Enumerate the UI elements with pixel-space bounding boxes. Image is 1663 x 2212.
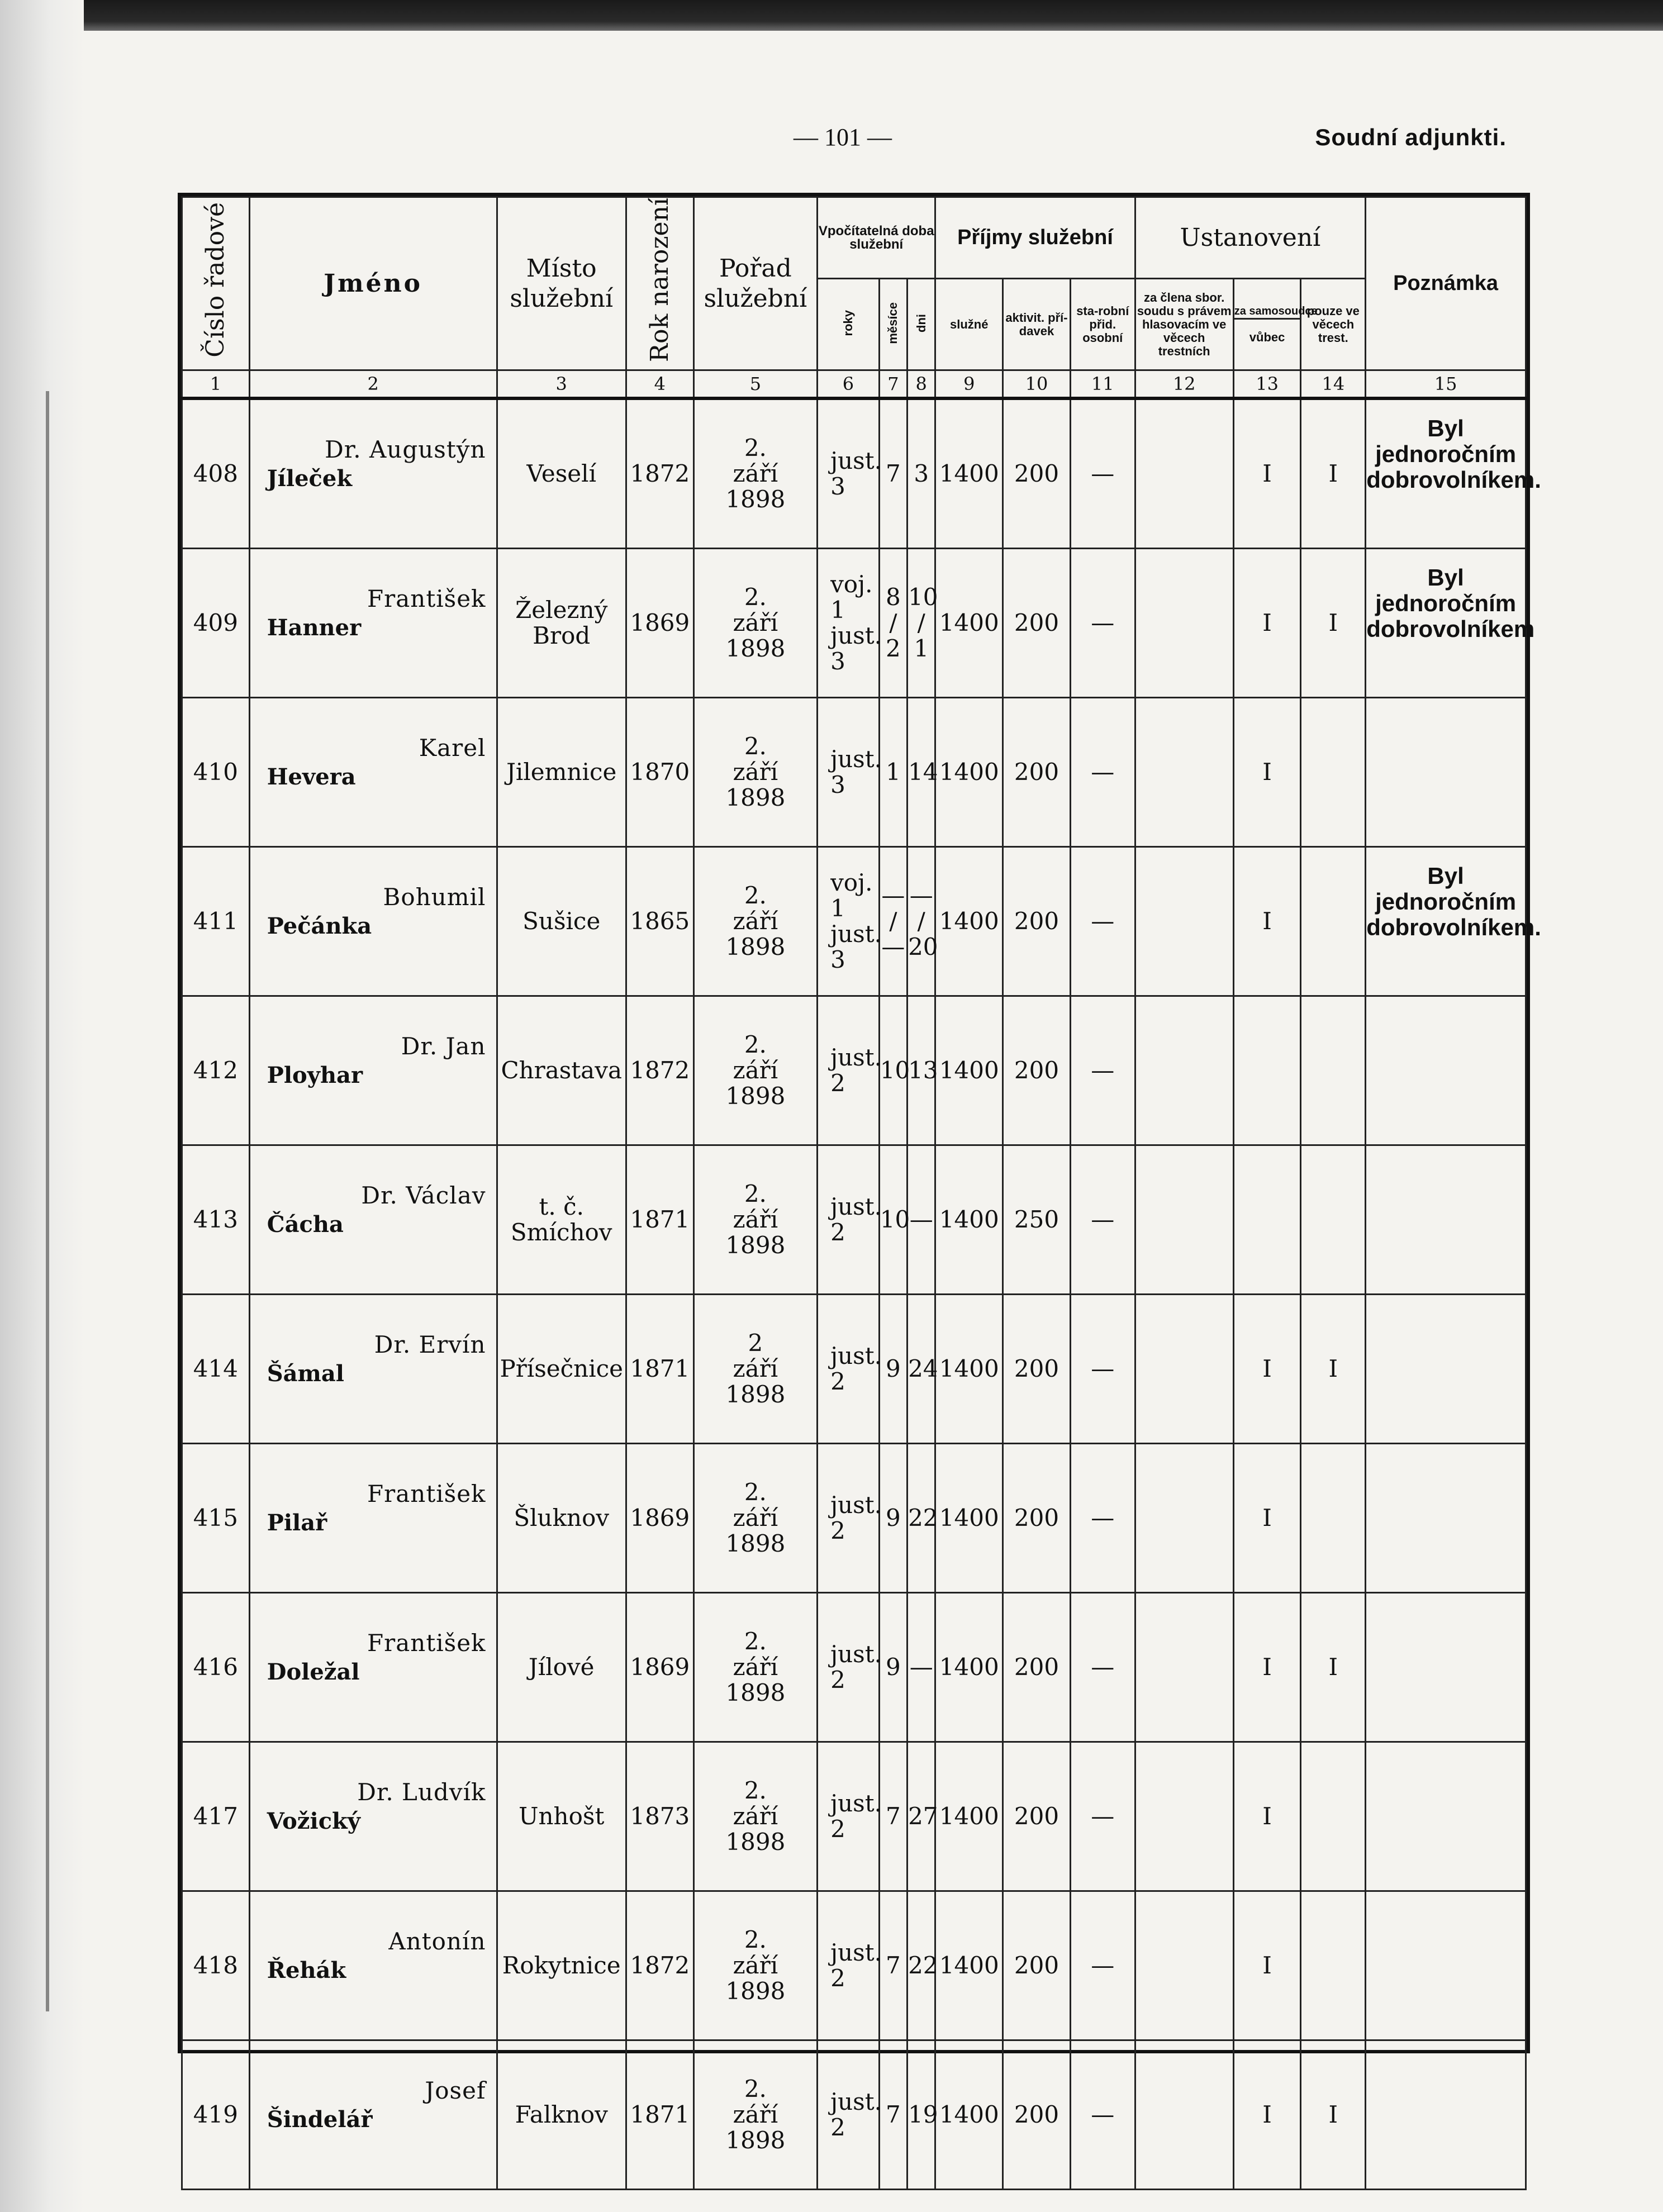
- column-number: 11: [1070, 370, 1135, 399]
- judge-criminal: [1301, 698, 1366, 847]
- service-years: just. 2: [818, 1145, 880, 1295]
- member-appointment: [1135, 847, 1233, 996]
- given-name: Bohumil: [383, 883, 486, 911]
- personal-allowance: —: [1070, 1295, 1135, 1444]
- col-poznamka-header: Poznámka: [1366, 197, 1526, 370]
- given-name: František: [367, 1629, 486, 1657]
- service-order: 2. září 1898: [693, 1145, 817, 1295]
- service-order: 2. září 1898: [693, 1444, 817, 1593]
- activity-bonus: 250: [1003, 1145, 1071, 1295]
- salary: 1400: [935, 698, 1003, 847]
- activity-bonus: 200: [1003, 847, 1071, 996]
- column-number-row: [182, 370, 1526, 399]
- col-sluzne-header: služné: [935, 279, 1003, 370]
- col-mesice-header: měsíce: [879, 279, 907, 370]
- surname: Ployhar: [267, 1062, 363, 1088]
- column-number: 8: [907, 370, 935, 399]
- service-years: just. 2: [818, 1593, 880, 1742]
- service-months: 9: [879, 1593, 907, 1742]
- salary: 1400: [935, 1742, 1003, 1891]
- col-porad-header: Pořad služební: [693, 197, 817, 370]
- person-name: [249, 2040, 497, 2190]
- activity-bonus: 200: [1003, 1891, 1071, 2040]
- service-place: Unhošt: [497, 1742, 626, 1891]
- salary: 1400: [935, 1593, 1003, 1742]
- surname: Pilař: [267, 1510, 327, 1536]
- given-name: Dr. Augustýn: [325, 436, 486, 463]
- judge-criminal: [1301, 847, 1366, 996]
- service-days: —: [907, 1593, 935, 1742]
- member-appointment: [1135, 1145, 1233, 1295]
- surname: Pečánka: [267, 913, 372, 939]
- column-number: 7: [879, 370, 907, 399]
- service-years: voj. 1 just. 3: [818, 549, 880, 698]
- activity-bonus: 200: [1003, 1593, 1071, 1742]
- note: [1366, 2040, 1526, 2190]
- birth-year: 1865: [626, 847, 693, 996]
- given-name: František: [367, 1480, 486, 1507]
- service-months: 9: [879, 1444, 907, 1593]
- surname: Doležal: [267, 1659, 360, 1685]
- person-name: [249, 1891, 497, 2040]
- judge-criminal: I: [1301, 1295, 1366, 1444]
- service-days: 3: [907, 398, 935, 549]
- col-aktivit-header: aktivit. pří-davek: [1003, 279, 1071, 370]
- judge-general: I: [1233, 698, 1301, 847]
- binding-shadow: [46, 391, 49, 2011]
- column-number: 13: [1233, 370, 1301, 399]
- column-number: 3: [497, 370, 626, 399]
- note: Byl jednoročním dobrovolníkem.: [1366, 398, 1526, 549]
- personal-allowance: —: [1070, 996, 1135, 1145]
- salary: 1400: [935, 1295, 1003, 1444]
- service-years: just. 2: [818, 1444, 880, 1593]
- service-place: Rokytnice: [497, 1891, 626, 2040]
- column-number: 14: [1301, 370, 1366, 399]
- service-months: 8 / 2: [879, 549, 907, 698]
- activity-bonus: 200: [1003, 996, 1071, 1145]
- service-months: 10: [879, 1145, 907, 1295]
- col-cislo-header: Číslo řadové: [182, 197, 250, 370]
- judge-general: [1233, 996, 1301, 1145]
- given-name: Karel: [419, 734, 486, 762]
- col-jmeno-header: Jméno: [249, 197, 497, 370]
- register-body: [182, 398, 1541, 2190]
- col-misto-header: Místo služební: [497, 197, 626, 370]
- col-pouze-header: pouze ve věcech trest.: [1301, 279, 1366, 370]
- service-order: 2 září 1898: [693, 1295, 817, 1444]
- service-days: 22: [907, 1891, 935, 2040]
- personal-allowance: —: [1070, 1145, 1135, 1295]
- register-table: [178, 193, 1541, 2154]
- col-rok-header: Rok narození: [626, 197, 693, 370]
- service-years: just. 2: [818, 1742, 880, 1891]
- service-order: 2. září 1898: [693, 1742, 817, 1891]
- service-days: 13: [907, 996, 935, 1145]
- person-name: [249, 1742, 497, 1891]
- service-order: 2. září 1898: [693, 2040, 817, 2190]
- judge-criminal: [1301, 1891, 1366, 2040]
- person-name: [249, 549, 497, 698]
- service-days: — / 20: [907, 847, 935, 996]
- activity-bonus: 200: [1003, 398, 1071, 549]
- service-place: t. č. Smíchov: [497, 1145, 626, 1295]
- activity-bonus: 200: [1003, 1444, 1071, 1593]
- service-years: just. 3: [818, 698, 880, 847]
- service-months: 7: [879, 2040, 907, 2190]
- note: [1366, 996, 1526, 1145]
- col-dni-header: dni: [907, 279, 935, 370]
- service-place: Šluknov: [497, 1444, 626, 1593]
- service-days: 24: [907, 1295, 935, 1444]
- table-row: [182, 1444, 1526, 1593]
- row-number: 419: [182, 2040, 250, 2190]
- row-number: 412: [182, 996, 250, 1145]
- birth-year: 1871: [626, 1295, 693, 1444]
- person-name: [249, 698, 497, 847]
- birth-year: 1869: [626, 1444, 693, 1593]
- activity-bonus: 200: [1003, 2040, 1071, 2190]
- row-number: 410: [182, 698, 250, 847]
- column-number: 12: [1135, 370, 1233, 399]
- service-months: 1: [879, 698, 907, 847]
- given-name: Dr. Václav: [361, 1182, 486, 1209]
- judge-criminal: [1301, 1145, 1366, 1295]
- col-stabilni-header: sta-robní přid. osobní: [1070, 279, 1135, 370]
- personal-allowance: —: [1070, 1742, 1135, 1891]
- given-name: Dr. Ludvík: [357, 1778, 486, 1806]
- judge-general: I: [1233, 1891, 1301, 2040]
- service-years: just. 2: [818, 1295, 880, 1444]
- col-roky-header: roky: [818, 279, 880, 370]
- note: [1366, 1444, 1526, 1593]
- surname: Jíleček: [267, 465, 353, 492]
- service-place: Chrastava: [497, 996, 626, 1145]
- salary: 1400: [935, 1145, 1003, 1295]
- surname: Vožický: [267, 1808, 361, 1834]
- member-appointment: [1135, 2040, 1233, 2190]
- table-row: [182, 1593, 1526, 1742]
- column-number: 4: [626, 370, 693, 399]
- judge-criminal: I: [1301, 549, 1366, 698]
- column-number: 2: [249, 370, 497, 399]
- row-number: 408: [182, 398, 250, 549]
- surname: Hevera: [267, 764, 356, 790]
- note: [1366, 1295, 1526, 1444]
- note: Byl jednoročním dobrovolníkem.: [1366, 847, 1526, 996]
- personal-allowance: —: [1070, 847, 1135, 996]
- personal-allowance: —: [1070, 549, 1135, 698]
- birth-year: 1873: [626, 1742, 693, 1891]
- birth-year: 1869: [626, 549, 693, 698]
- judge-criminal: I: [1301, 398, 1366, 549]
- salary: 1400: [935, 996, 1003, 1145]
- judge-criminal: [1301, 1742, 1366, 1891]
- service-months: 7: [879, 398, 907, 549]
- member-appointment: [1135, 1891, 1233, 2040]
- column-number: 15: [1366, 370, 1526, 399]
- table-row: [182, 996, 1526, 1145]
- service-order: 2. září 1898: [693, 698, 817, 847]
- activity-bonus: 200: [1003, 1742, 1071, 1891]
- personal-allowance: —: [1070, 1444, 1135, 1593]
- salary: 1400: [935, 2040, 1003, 2190]
- judge-general: I: [1233, 2040, 1301, 2190]
- service-order: 2. září 1898: [693, 996, 817, 1145]
- judge-general: I: [1233, 1593, 1301, 1742]
- column-number: 10: [1003, 370, 1071, 399]
- service-months: — / —: [879, 847, 907, 996]
- member-appointment: [1135, 1444, 1233, 1593]
- activity-bonus: 200: [1003, 698, 1071, 847]
- row-number: 415: [182, 1444, 250, 1593]
- birth-year: 1872: [626, 996, 693, 1145]
- person-name: [249, 1145, 497, 1295]
- member-appointment: [1135, 1742, 1233, 1891]
- service-place: Jílové: [497, 1593, 626, 1742]
- service-months: 10: [879, 996, 907, 1145]
- row-number: 414: [182, 1295, 250, 1444]
- page-number: — 101 —: [794, 123, 892, 151]
- col-prijmy-header: Příjmy služební: [935, 197, 1135, 279]
- table-row: [182, 847, 1526, 996]
- judge-general: I: [1233, 398, 1301, 549]
- activity-bonus: 200: [1003, 1295, 1071, 1444]
- col-ustanoveni-header: Ustanovení: [1135, 197, 1366, 279]
- table-row: [182, 549, 1526, 698]
- member-appointment: [1135, 1295, 1233, 1444]
- judge-general: I: [1233, 1742, 1301, 1891]
- salary: 1400: [935, 398, 1003, 549]
- service-days: —: [907, 1145, 935, 1295]
- birth-year: 1871: [626, 2040, 693, 2190]
- given-name: František: [367, 585, 486, 612]
- service-place: Sušice: [497, 847, 626, 996]
- note: [1366, 1145, 1526, 1295]
- salary: 1400: [935, 1444, 1003, 1593]
- table-row: [182, 398, 1526, 549]
- service-months: 7: [879, 1891, 907, 2040]
- service-days: 10 / 1: [907, 549, 935, 698]
- service-days: 27: [907, 1742, 935, 1891]
- surname: Šámal: [267, 1361, 344, 1387]
- surname: Šindelář: [267, 2106, 373, 2133]
- person-name: [249, 847, 497, 996]
- service-years: voj. 1 just. 3: [818, 847, 880, 996]
- given-name: Josef: [425, 2077, 486, 2104]
- personal-allowance: —: [1070, 698, 1135, 847]
- judge-general: I: [1233, 1295, 1301, 1444]
- scan-left-edge: [0, 0, 84, 2212]
- birth-year: 1871: [626, 1145, 693, 1295]
- service-place: Jilemnice: [497, 698, 626, 847]
- service-place: Falknov: [497, 2040, 626, 2190]
- judge-criminal: [1301, 996, 1366, 1145]
- given-name: Dr. Ervín: [374, 1331, 486, 1358]
- column-number: 9: [935, 370, 1003, 399]
- given-name: Antonín: [388, 1928, 486, 1955]
- service-order: 2. září 1898: [693, 1593, 817, 1742]
- row-number: 416: [182, 1593, 250, 1742]
- col-samosoudce-header: za samosoudce: [1234, 305, 1300, 320]
- column-number: 1: [182, 370, 250, 399]
- person-name: [249, 1593, 497, 1742]
- service-place: Přísečnice: [497, 1295, 626, 1444]
- salary: 1400: [935, 549, 1003, 698]
- salary: 1400: [935, 1891, 1003, 2040]
- row-number: 411: [182, 847, 250, 996]
- note: [1366, 698, 1526, 847]
- table-row: [182, 1295, 1526, 1444]
- surname: Řehák: [267, 1957, 346, 1983]
- judge-criminal: I: [1301, 1593, 1366, 1742]
- service-years: just. 2: [818, 2040, 880, 2190]
- person-name: [249, 996, 497, 1145]
- service-order: 2. září 1898: [693, 398, 817, 549]
- person-name: [249, 1444, 497, 1593]
- row-number: 409: [182, 549, 250, 698]
- birth-year: 1872: [626, 398, 693, 549]
- judge-general: I: [1233, 1444, 1301, 1593]
- given-name: Dr. Jan: [401, 1033, 486, 1060]
- col-vubec-header: za samosoudce vůbec: [1233, 279, 1301, 370]
- surname: Čácha: [267, 1211, 344, 1238]
- service-months: 7: [879, 1742, 907, 1891]
- birth-year: 1869: [626, 1593, 693, 1742]
- service-order: 2. září 1898: [693, 1891, 817, 2040]
- person-name: [249, 398, 497, 549]
- service-years: just. 2: [818, 996, 880, 1145]
- service-order: 2. září 1898: [693, 549, 817, 698]
- row-number: 417: [182, 1742, 250, 1891]
- row-number: 413: [182, 1145, 250, 1295]
- note: [1366, 1742, 1526, 1891]
- member-appointment: [1135, 549, 1233, 698]
- judge-general: [1233, 1145, 1301, 1295]
- scan-top-edge: [0, 0, 1663, 31]
- activity-bonus: 200: [1003, 549, 1071, 698]
- note: Byl jednoročním dobrovolníkem: [1366, 549, 1526, 698]
- service-years: just. 3: [818, 398, 880, 549]
- note: [1366, 1593, 1526, 1742]
- surname: Hanner: [267, 615, 362, 641]
- table-row: [182, 1145, 1526, 1295]
- member-appointment: [1135, 996, 1233, 1145]
- judge-general: I: [1233, 549, 1301, 698]
- service-place: Veselí: [497, 398, 626, 549]
- judge-criminal: [1301, 1444, 1366, 1593]
- personal-allowance: —: [1070, 2040, 1135, 2190]
- column-number: 6: [818, 370, 880, 399]
- judge-general: I: [1233, 847, 1301, 996]
- service-days: 19: [907, 2040, 935, 2190]
- salary: 1400: [935, 847, 1003, 996]
- personal-allowance: —: [1070, 1891, 1135, 2040]
- note: [1366, 1891, 1526, 2040]
- table-row: [182, 2040, 1526, 2190]
- member-appointment: [1135, 698, 1233, 847]
- member-appointment: [1135, 398, 1233, 549]
- service-months: 9: [879, 1295, 907, 1444]
- personal-allowance: —: [1070, 1593, 1135, 1742]
- table-row: [182, 698, 1526, 847]
- register-grid: [181, 196, 1541, 2190]
- service-days: 14: [907, 698, 935, 847]
- col-doba-header: Vpočítatelná doba služební: [818, 197, 935, 279]
- service-years: just. 2: [818, 1891, 880, 2040]
- service-order: 2. září 1898: [693, 847, 817, 996]
- section-title: Soudní adjunkti.: [1315, 124, 1507, 150]
- personal-allowance: —: [1070, 398, 1135, 549]
- birth-year: 1872: [626, 1891, 693, 2040]
- table-row: [182, 1891, 1526, 2040]
- member-appointment: [1135, 1593, 1233, 1742]
- col-clen-header: za člena sbor. soudu s právem hlasovacím ve věcech trestních: [1135, 279, 1233, 370]
- table-row: [182, 1742, 1526, 1891]
- service-days: 22: [907, 1444, 935, 1593]
- row-number: 418: [182, 1891, 250, 2040]
- birth-year: 1870: [626, 698, 693, 847]
- column-number: 5: [693, 370, 817, 399]
- person-name: [249, 1295, 497, 1444]
- judge-criminal: I: [1301, 2040, 1366, 2190]
- service-place: Železný Brod: [497, 549, 626, 698]
